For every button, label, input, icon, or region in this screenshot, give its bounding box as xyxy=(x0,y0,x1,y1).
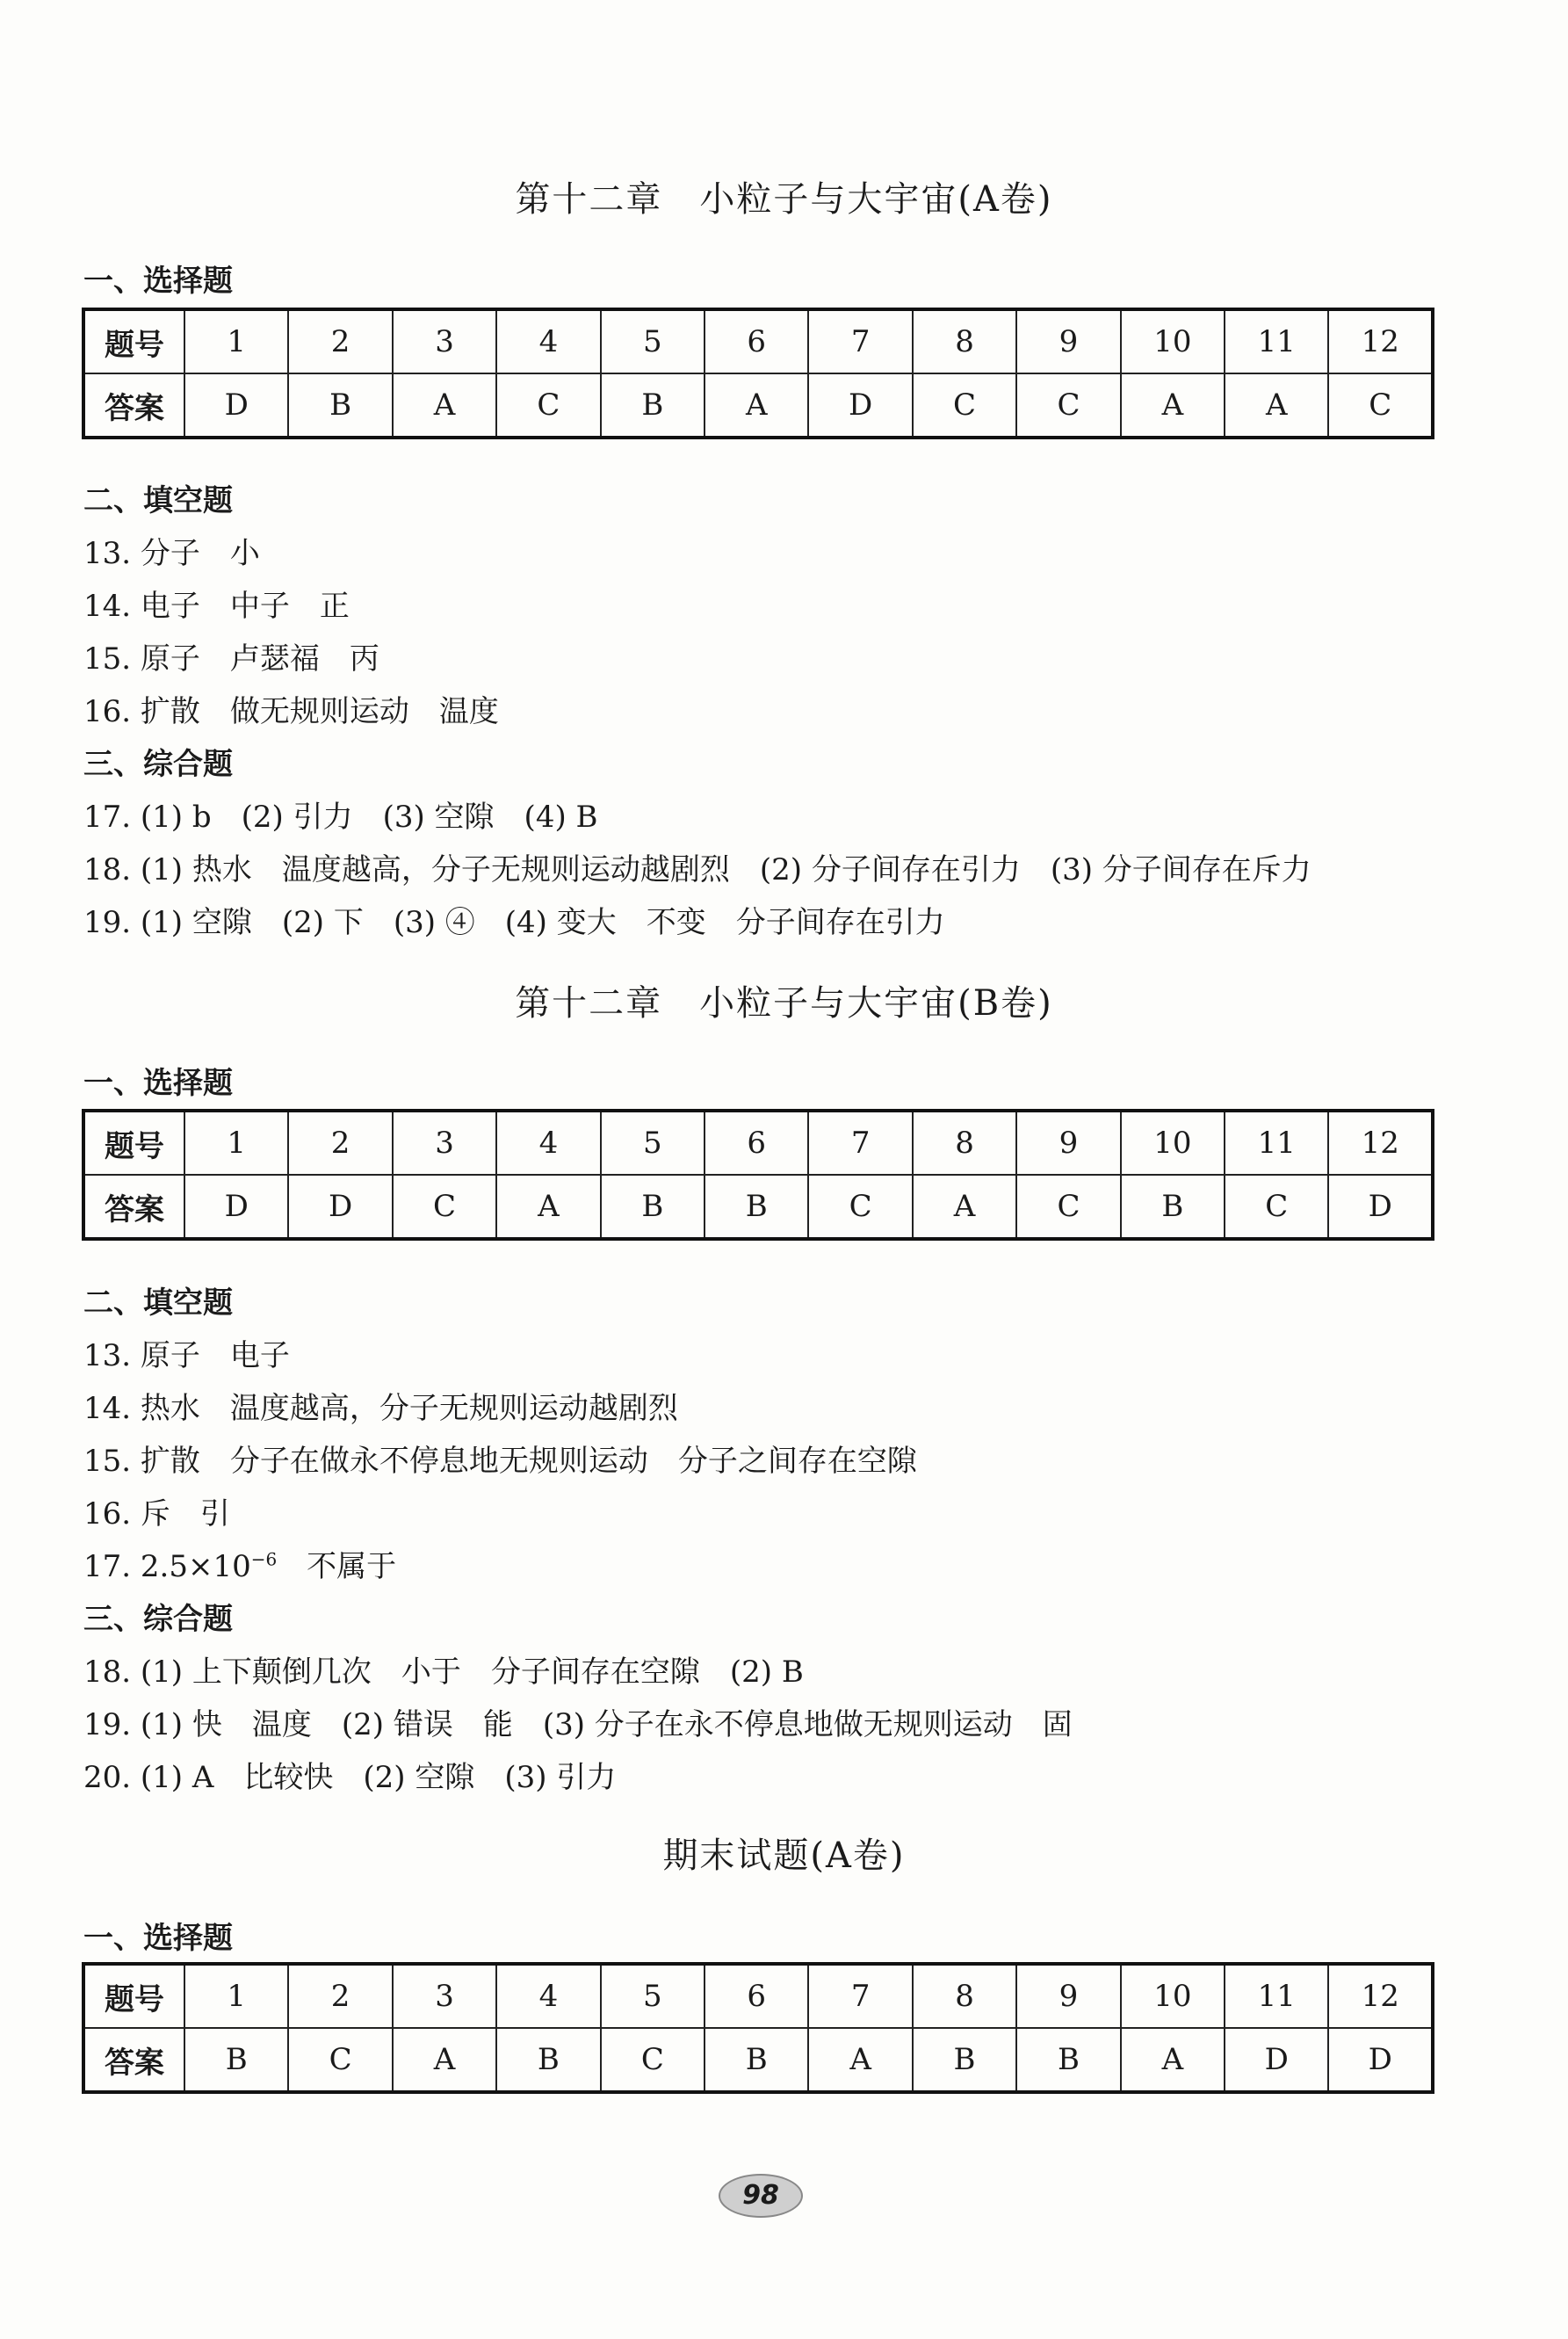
answer-cell: A xyxy=(808,2028,912,2092)
answer-cell: D xyxy=(1328,2028,1433,2092)
number-cell: 2 xyxy=(288,1111,392,1175)
number-cell: 12 xyxy=(1328,309,1433,373)
answer-cell: A xyxy=(496,1175,600,1239)
answer-cell: B xyxy=(601,1175,705,1239)
number-cell: 2 xyxy=(288,309,392,373)
number-cell: 12 xyxy=(1328,1964,1433,2028)
number-cell: 5 xyxy=(601,1111,705,1175)
fill-line: 15. 扩散 分子在做永不停息地无规则运动 分子之间存在空隙 xyxy=(83,1444,917,1479)
number-cell: 11 xyxy=(1225,309,1328,373)
row-label-answer: 答案 xyxy=(83,2028,184,2092)
answer-cell: C xyxy=(1328,373,1433,438)
answer-cell: C xyxy=(496,373,600,438)
row-label-number: 题号 xyxy=(83,1111,184,1175)
answer-cell: B xyxy=(705,2028,808,2092)
number-cell: 6 xyxy=(705,309,808,373)
answer-cell: A xyxy=(705,373,808,438)
answer-cell: C xyxy=(393,1175,496,1239)
table-row-answers xyxy=(83,2028,1433,2092)
number-cell: 6 xyxy=(705,1111,808,1175)
number-cell: 6 xyxy=(705,1964,808,2028)
page-number-badge: 98 xyxy=(719,2174,803,2218)
number-cell: 10 xyxy=(1121,1111,1225,1175)
number-cell: 7 xyxy=(808,1964,912,2028)
number-cell: 1 xyxy=(184,309,288,373)
number-cell: 8 xyxy=(913,309,1016,373)
comp-line: 19. (1) 空隙 (2) 下 (3) ④ (4) 变大 不变 分子间存在引力 xyxy=(83,905,945,940)
answer-table-a xyxy=(82,308,1434,439)
comp-heading-b: 三、综合题 xyxy=(83,1602,233,1637)
number-cell: 9 xyxy=(1016,1964,1120,2028)
fill-heading-b: 二、填空题 xyxy=(83,1285,233,1321)
answer-cell: B xyxy=(1016,2028,1120,2092)
answer-cell: B xyxy=(184,2028,288,2092)
answer-cell: A xyxy=(1121,2028,1225,2092)
answer-cell: C xyxy=(808,1175,912,1239)
number-cell: 10 xyxy=(1121,1964,1225,2028)
line17-prefix: 17. 2.5×10 xyxy=(83,1549,251,1584)
answer-cell: D xyxy=(184,1175,288,1239)
answer-cell: A xyxy=(1121,373,1225,438)
table-row-answers xyxy=(83,1175,1433,1239)
answer-cell: A xyxy=(393,373,496,438)
answer-cell: C xyxy=(288,2028,392,2092)
fill-line: 16. 斥 引 xyxy=(83,1496,230,1532)
number-cell: 2 xyxy=(288,1964,392,2028)
answer-cell: D xyxy=(288,1175,392,1239)
fill-line: 14. 电子 中子 正 xyxy=(83,589,350,624)
fill-line: 13. 分子 小 xyxy=(83,536,260,571)
answer-cell: D xyxy=(1225,2028,1328,2092)
fill-line: 16. 扩散 做无规则运动 温度 xyxy=(83,694,499,729)
row-label-number: 题号 xyxy=(83,309,184,373)
answer-cell: B xyxy=(1121,1175,1225,1239)
number-cell: 7 xyxy=(808,1111,912,1175)
answer-cell: D xyxy=(808,373,912,438)
answer-cell: C xyxy=(1225,1175,1328,1239)
number-cell: 11 xyxy=(1225,1964,1328,2028)
answer-cell: B xyxy=(913,2028,1016,2092)
number-cell: 5 xyxy=(601,309,705,373)
line17-suffix: 不属于 xyxy=(277,1549,397,1584)
section-title-a: 第十二章 小粒子与大宇宙(A卷) xyxy=(515,179,1053,220)
number-cell: 3 xyxy=(393,1111,496,1175)
number-cell: 7 xyxy=(808,309,912,373)
answer-cell: C xyxy=(601,2028,705,2092)
number-cell: 1 xyxy=(184,1111,288,1175)
number-cell: 8 xyxy=(913,1111,1016,1175)
number-cell: 9 xyxy=(1016,1111,1120,1175)
line17-exponent: −6 xyxy=(250,1548,278,1570)
answer-cell: B xyxy=(601,373,705,438)
comp-line: 19. (1) 快 温度 (2) 错误 能 (3) 分子在永不停息地做无规则运动 固 xyxy=(83,1707,1073,1742)
number-cell: 3 xyxy=(393,1964,496,2028)
number-cell: 3 xyxy=(393,309,496,373)
answer-cell: A xyxy=(1225,373,1328,438)
table-row-answers xyxy=(83,373,1433,438)
fill-heading-a: 二、填空题 xyxy=(83,483,233,518)
fill-line: 13. 原子 电子 xyxy=(83,1338,290,1373)
number-cell: 10 xyxy=(1121,309,1225,373)
comp-line: 20. (1) A 比较快 (2) 空隙 (3) 引力 xyxy=(83,1760,617,1795)
answer-cell: D xyxy=(184,373,288,438)
table-row-numbers xyxy=(83,1111,1433,1175)
comp-heading-a: 三、综合题 xyxy=(83,747,233,782)
fill-line-17 xyxy=(83,1542,396,1585)
section-title-final: 期末试题(A卷) xyxy=(662,1836,906,1876)
comp-line: 18. (1) 热水 温度越高，分子无规则运动越剧烈 (2) 分子间存在引力 (3) 分子间存在斥力 xyxy=(83,852,1311,887)
comp-line: 17. (1) b (2) 引力 (3) 空隙 (4) B xyxy=(83,800,598,835)
answer-cell: C xyxy=(1016,1175,1120,1239)
row-label-answer: 答案 xyxy=(83,1175,184,1239)
fill-line: 15. 原子 卢瑟福 丙 xyxy=(83,641,379,677)
section-title-b: 第十二章 小粒子与大宇宙(B卷) xyxy=(515,983,1053,1024)
choice-heading-b: 一、选择题 xyxy=(83,1066,233,1101)
row-label-number: 题号 xyxy=(83,1964,184,2028)
table-row-numbers xyxy=(83,1964,1433,2028)
answer-cell: A xyxy=(913,1175,1016,1239)
answer-table-b xyxy=(82,1109,1434,1241)
number-cell: 11 xyxy=(1225,1111,1328,1175)
fill-line: 14. 热水 温度越高，分子无规则运动越剧烈 xyxy=(83,1391,678,1426)
answer-cell: B xyxy=(496,2028,600,2092)
number-cell: 1 xyxy=(184,1964,288,2028)
answer-cell: C xyxy=(1016,373,1120,438)
comp-line: 18. (1) 上下颠倒几次 小于 分子间存在空隙 (2) B xyxy=(83,1655,804,1690)
answer-cell: C xyxy=(913,373,1016,438)
answer-cell: B xyxy=(705,1175,808,1239)
number-cell: 8 xyxy=(913,1964,1016,2028)
number-cell: 4 xyxy=(496,1111,600,1175)
answer-table-final xyxy=(82,1962,1434,2094)
answer-cell: D xyxy=(1328,1175,1433,1239)
number-cell: 12 xyxy=(1328,1111,1433,1175)
choice-heading-a: 一、选择题 xyxy=(83,264,233,299)
table-row-numbers xyxy=(83,309,1433,373)
row-label-answer: 答案 xyxy=(83,373,184,438)
number-cell: 4 xyxy=(496,309,600,373)
number-cell: 4 xyxy=(496,1964,600,2028)
answer-cell: B xyxy=(288,373,392,438)
choice-heading-final: 一、选择题 xyxy=(83,1921,233,1956)
number-cell: 5 xyxy=(601,1964,705,2028)
answer-cell: A xyxy=(393,2028,496,2092)
number-cell: 9 xyxy=(1016,309,1120,373)
